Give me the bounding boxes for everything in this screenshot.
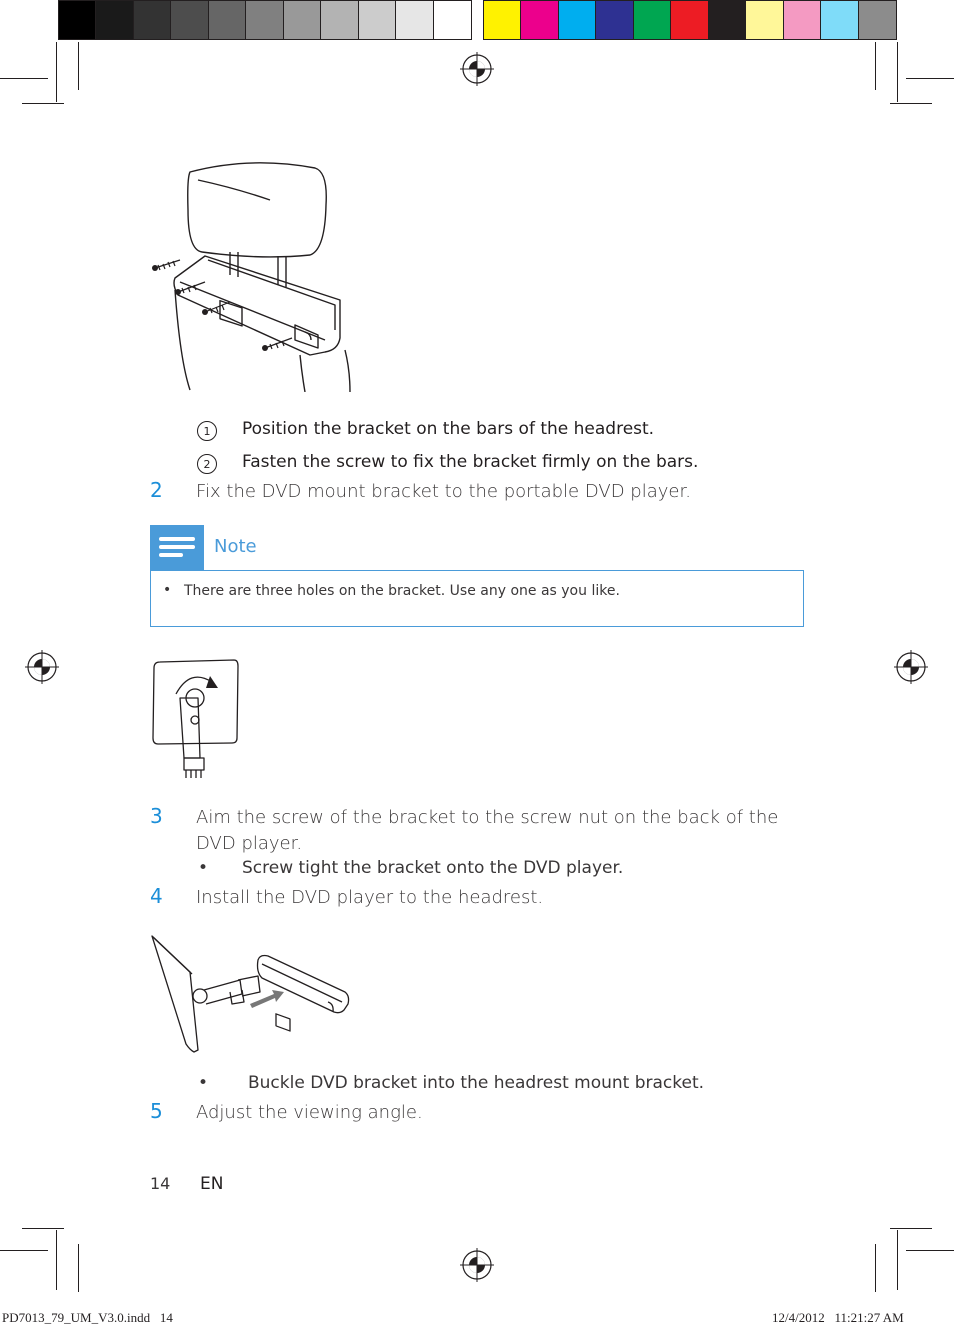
process-color-bar bbox=[483, 0, 897, 40]
note-item: There are three holes on the bracket. Use any one as you like. bbox=[184, 583, 620, 599]
color-swatch bbox=[709, 1, 746, 39]
step-number-2: 2 bbox=[150, 478, 163, 502]
color-swatch bbox=[434, 1, 471, 39]
color-swatch bbox=[171, 1, 208, 39]
grayscale-color-bar bbox=[58, 0, 472, 40]
crop-mark bbox=[56, 42, 57, 102]
page-number: 14 bbox=[150, 1174, 171, 1193]
step-number-3: 3 bbox=[150, 804, 163, 828]
color-swatch bbox=[521, 1, 558, 39]
crop-mark bbox=[890, 103, 932, 104]
step-text-5: Adjust the viewing angle. bbox=[196, 1102, 423, 1123]
color-swatch bbox=[484, 1, 521, 39]
crop-mark bbox=[0, 78, 48, 79]
crop-mark bbox=[0, 1250, 48, 1251]
crop-mark bbox=[56, 1230, 57, 1290]
substep-number-1: 1 bbox=[197, 421, 217, 441]
color-swatch bbox=[396, 1, 433, 39]
step4-bullet-text: Buckle DVD bracket into the headrest mount bracket. bbox=[248, 1073, 705, 1093]
step3-bullet-text: Screw tight the bracket onto the DVD player. bbox=[242, 858, 624, 878]
crop-mark bbox=[897, 42, 898, 102]
color-swatch bbox=[321, 1, 358, 39]
step-number-4: 4 bbox=[150, 884, 163, 908]
bullet-icon: • bbox=[198, 858, 209, 878]
step-text-2: Fix the DVD mount bracket to the portable DVD player. bbox=[196, 481, 691, 502]
crop-mark bbox=[875, 42, 876, 90]
crop-mark bbox=[875, 1244, 876, 1292]
registration-mark-icon bbox=[25, 650, 59, 684]
language-code: EN bbox=[200, 1174, 224, 1194]
crop-mark bbox=[906, 1250, 954, 1251]
color-swatch bbox=[821, 1, 858, 39]
registration-mark-icon bbox=[460, 1248, 494, 1282]
step-text-3-line2: DVD player. bbox=[196, 833, 303, 854]
color-swatch bbox=[596, 1, 633, 39]
registration-mark-icon bbox=[460, 52, 494, 86]
color-swatch bbox=[359, 1, 396, 39]
note-bullet-icon: • bbox=[163, 582, 172, 598]
step-text-4: Install the DVD player to the headrest. bbox=[196, 887, 544, 908]
crop-mark bbox=[78, 1244, 79, 1292]
dvd-install-illustration bbox=[150, 932, 355, 1054]
substep-text-2: Fasten the screw to fix the bracket firmly on the bars. bbox=[242, 452, 699, 472]
color-swatch bbox=[246, 1, 283, 39]
color-swatch bbox=[634, 1, 671, 39]
crop-mark bbox=[890, 1228, 932, 1229]
slug-filename: PD7013_79_UM_V3.0.indd 14 bbox=[2, 1310, 173, 1325]
note-header-block bbox=[150, 525, 204, 570]
crop-mark bbox=[897, 1230, 898, 1290]
step-number-5: 5 bbox=[150, 1099, 163, 1123]
color-swatch bbox=[859, 1, 896, 39]
color-swatch bbox=[134, 1, 171, 39]
color-swatch bbox=[784, 1, 821, 39]
bracket-screw-illustration bbox=[150, 658, 242, 782]
note-label: Note bbox=[214, 536, 257, 557]
crop-mark bbox=[78, 42, 79, 90]
color-swatch bbox=[284, 1, 321, 39]
crop-mark bbox=[22, 103, 64, 104]
color-swatch bbox=[559, 1, 596, 39]
color-swatch bbox=[746, 1, 783, 39]
color-swatch bbox=[209, 1, 246, 39]
registration-mark-icon bbox=[894, 650, 928, 684]
color-swatch bbox=[59, 1, 96, 39]
crop-mark bbox=[906, 78, 954, 79]
color-swatch bbox=[96, 1, 133, 39]
substep-number-2: 2 bbox=[197, 454, 217, 474]
color-swatch bbox=[671, 1, 708, 39]
substep-text-1: Position the bracket on the bars of the headrest. bbox=[242, 419, 655, 439]
bullet-icon: • bbox=[198, 1073, 209, 1093]
step-text-3-line1: Aim the screw of the bracket to the screw nut on the back of the bbox=[196, 807, 779, 828]
headrest-bracket-illustration bbox=[150, 160, 360, 392]
slug-timestamp: 12/4/2012 11:21:27 AM bbox=[772, 1310, 904, 1325]
crop-mark bbox=[22, 1228, 64, 1229]
